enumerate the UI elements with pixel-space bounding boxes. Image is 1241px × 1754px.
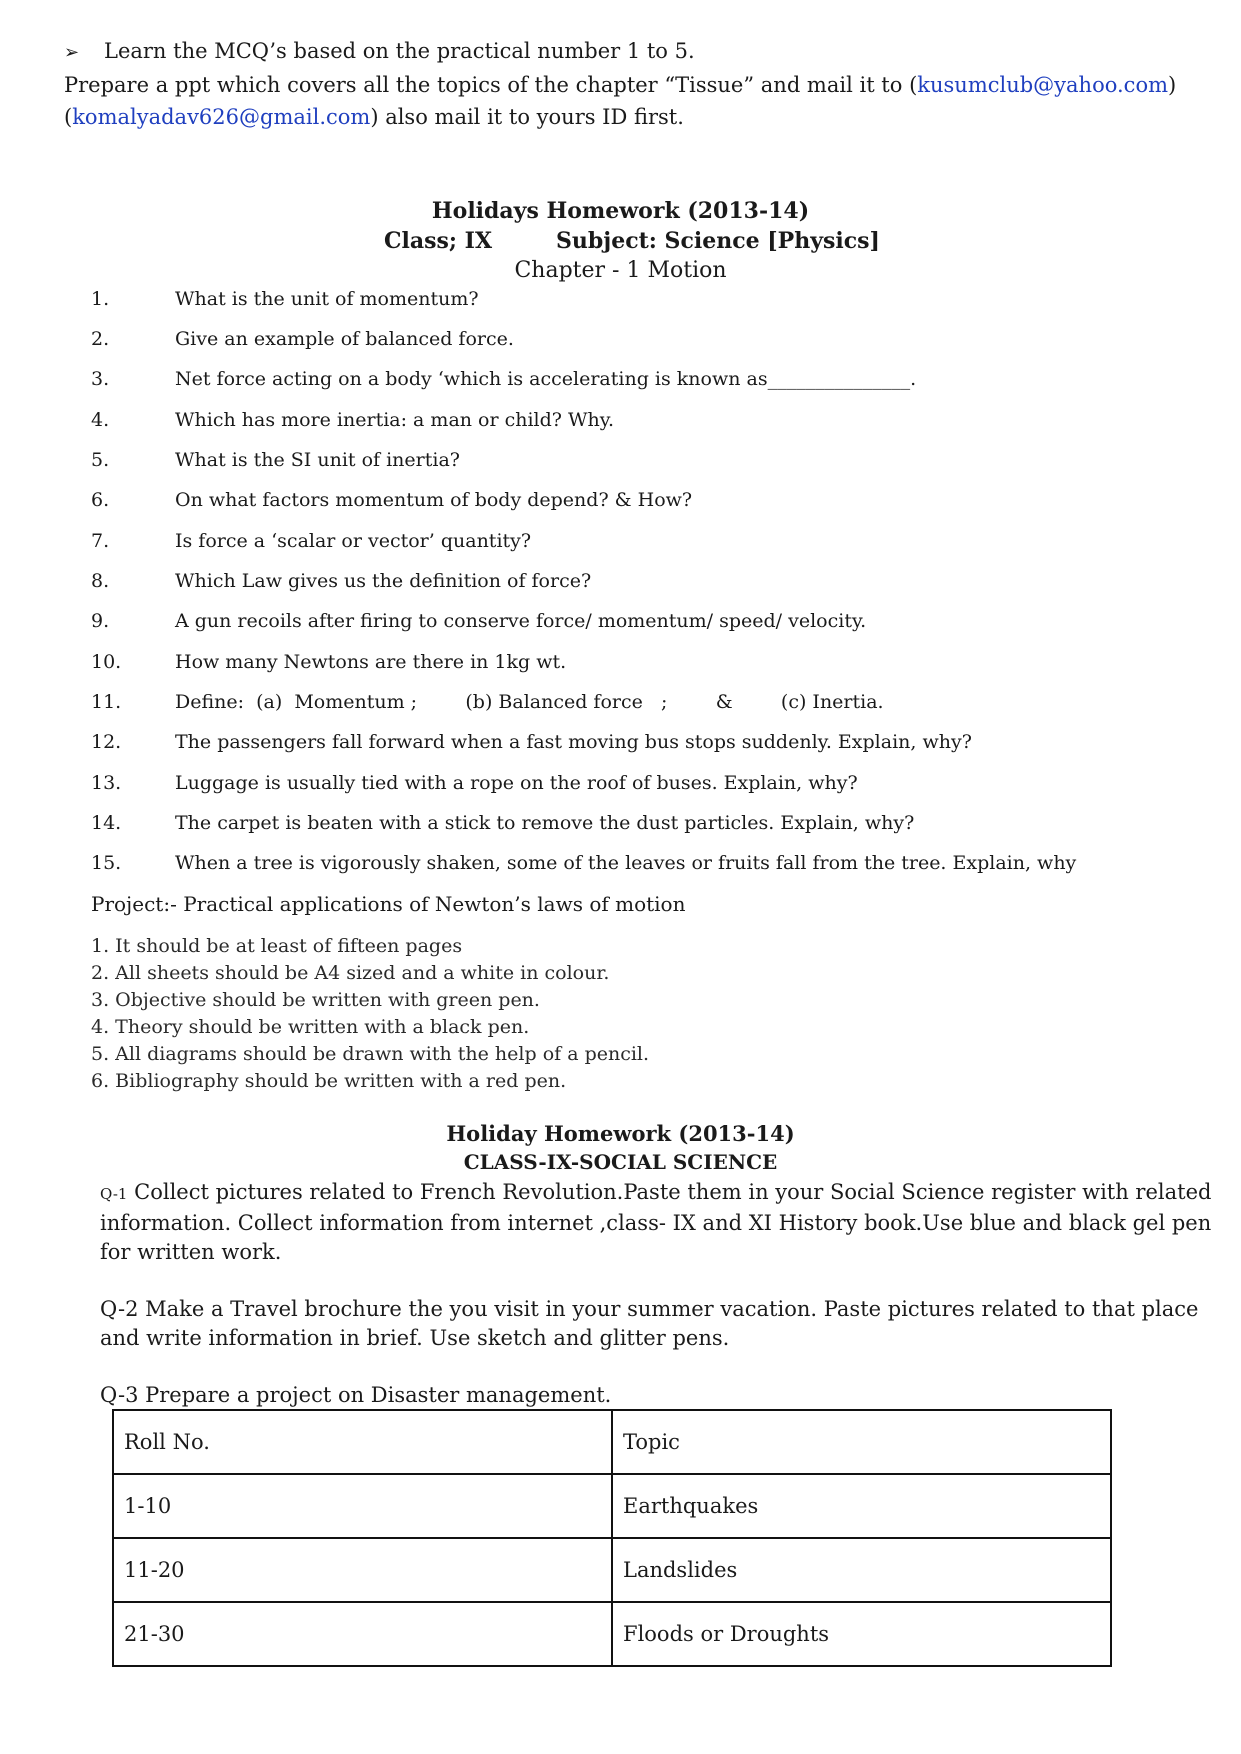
table-cell: Earthquakes — [612, 1474, 1111, 1538]
social-q3: Q-3 Prepare a project on Disaster management. — [100, 1383, 612, 1407]
list-item: 6. Bibliography should be written with a red pen. — [91, 1070, 567, 1092]
table-cell: 1-10 — [113, 1474, 612, 1538]
table-header-cell: Roll No. — [113, 1410, 612, 1474]
intro-section — [64, 35, 1204, 133]
disaster-topics-table — [112, 1409, 1112, 1667]
list-item: 2. All sheets should be A4 sized and a white in colour. — [91, 962, 610, 984]
social-q2: Q-2 Make a Travel brochure the you visit in your summer vacation. Paste pictures related to that place and write information in brief. Use sketch and glitter pens. — [100, 1297, 1199, 1350]
table-cell: 11-20 — [113, 1538, 612, 1602]
list-item: 4. Theory should be written with a black pen. — [91, 1016, 530, 1038]
list-item: 1. It should be at least of fifteen pages — [91, 935, 463, 957]
social-q1: Q-1 Collect pictures related to French Revolution.Paste them in your Social Science register with related information. Collect information from internet ,class- IX and XI History book.Use blue and black gel pen for written work. — [100, 1180, 1212, 1264]
arrow-bullet-icon: ➢ — [64, 42, 80, 63]
email-link-kusumclub[interactable]: kusumclub@yahoo.com — [917, 73, 1168, 97]
table-header-cell: Topic — [612, 1410, 1111, 1474]
physics-class-label: Class; IX — [384, 228, 493, 254]
list-item: 5. All diagrams should be drawn with the help of a pencil. — [91, 1043, 650, 1065]
table-row — [113, 1474, 1111, 1538]
mcq-bullet-line: ➢ Learn the MCQ’s based on the practical number 1 to 5. — [64, 35, 1204, 69]
table-cell: Landslides — [612, 1538, 1111, 1602]
list-item: 3. Objective should be written with green pen. — [91, 989, 540, 1011]
table-cell: Floods or Droughts — [612, 1602, 1111, 1666]
physics-project-title: Project:- Practical applications of Newton’s laws of motion — [91, 892, 686, 916]
table-header-row — [113, 1410, 1111, 1474]
email-link-komalyadav[interactable]: komalyadav626@gmail.com — [72, 105, 371, 129]
social-subtitle: CLASS-IX-SOCIAL SCIENCE — [463, 1150, 778, 1174]
social-title: Holiday Homework (2013-14) — [446, 1121, 795, 1146]
ppt-instruction-line: Prepare a ppt which covers all the topics of the chapter “Tissue” and mail it to (kusumclub@yahoo.com) — [64, 73, 1177, 97]
project-rules-list — [91, 933, 649, 1095]
q1-label: Q-1 — [100, 1185, 128, 1203]
table-row — [113, 1602, 1111, 1666]
physics-subject-label: Subject: Science [Physics] — [556, 228, 880, 254]
table-row — [113, 1538, 1111, 1602]
physics-chapter: Chapter - 1 Motion — [514, 258, 727, 283]
physics-title: Holidays Homework (2013-14) — [431, 198, 810, 224]
ppt-instruction-line-2: (komalyadav626@gmail.com) also mail it to yours ID first. — [64, 105, 684, 129]
table-cell: 21-30 — [113, 1602, 612, 1666]
